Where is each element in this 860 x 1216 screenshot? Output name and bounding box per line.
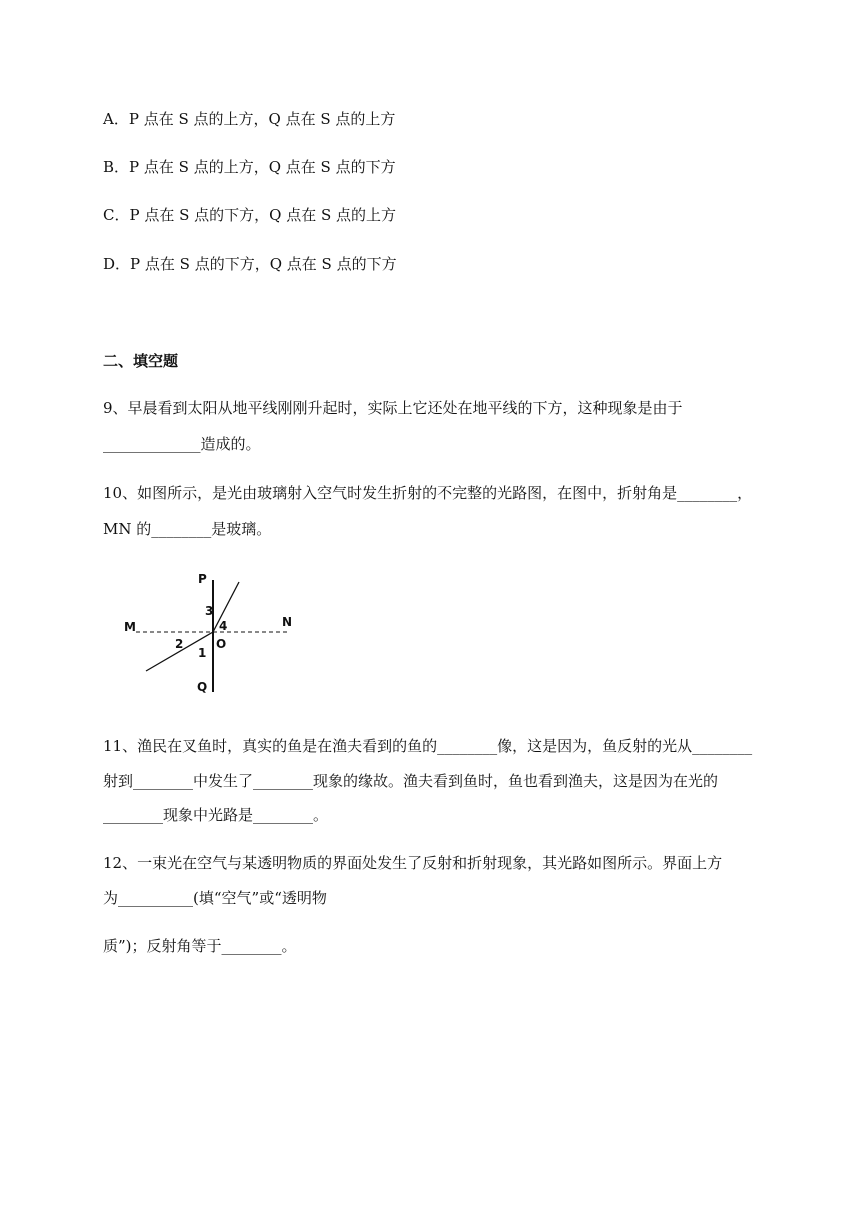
refraction-diagram-svg [118,568,298,698]
question-10-line-1: 10、如图所示，是光由玻璃射入空气时发生折射的不完整的光路图，在图中，折射角是________， [103,484,753,502]
question-11-line-1: 11、渔民在叉鱼时，真实的鱼是在渔夫看到的鱼的________像，这是因为，鱼反射的光从________ [103,737,753,755]
label-o: O [216,637,227,651]
question-11-line-3: ________现象中光路是________。 [103,806,329,824]
label-angle-4: 4 [219,619,228,633]
refraction-diagram [118,568,298,698]
option-b: B．P 点在 S 点的上方，Q 点在 S 点的下方 [103,158,396,176]
question-12-line-2: 为__________(填“空气”或“透明物 [103,889,327,907]
question-12-line-3: 质”)；反射角等于________。 [103,937,297,955]
label-angle-2: 2 [175,637,184,651]
label-p: P [198,572,207,586]
label-m: M [124,620,136,634]
option-c: C．P 点在 S 点的下方，Q 点在 S 点的上方 [103,206,397,224]
question-12-line-1: 12、一束光在空气与某透明物质的界面处发生了反射和折射现象，其光路如图所示。界面上方 [103,854,723,872]
question-9-line-1: 9、早晨看到太阳从地平线刚刚升起时，实际上它还处在地平线的下方，这种现象是由于 [103,399,683,417]
label-angle-3: 3 [205,604,214,618]
label-angle-1: 1 [198,646,207,660]
question-11-line-2: 射到________中发生了________现象的缘故。渔夫看到鱼时，鱼也看到渔夫，这是因为在光的 [103,772,719,790]
question-10-line-2: MN 的________是玻璃。 [103,520,272,538]
label-q: Q [197,680,208,694]
option-a: A．P 点在 S 点的上方，Q 点在 S 点的上方 [103,110,396,128]
option-d: D．P 点在 S 点的下方，Q 点在 S 点的下方 [103,255,397,273]
label-n: N [282,615,293,629]
section-heading: 二、填空题 [103,352,179,370]
question-9-line-2: _____________造成的。 [103,435,261,453]
